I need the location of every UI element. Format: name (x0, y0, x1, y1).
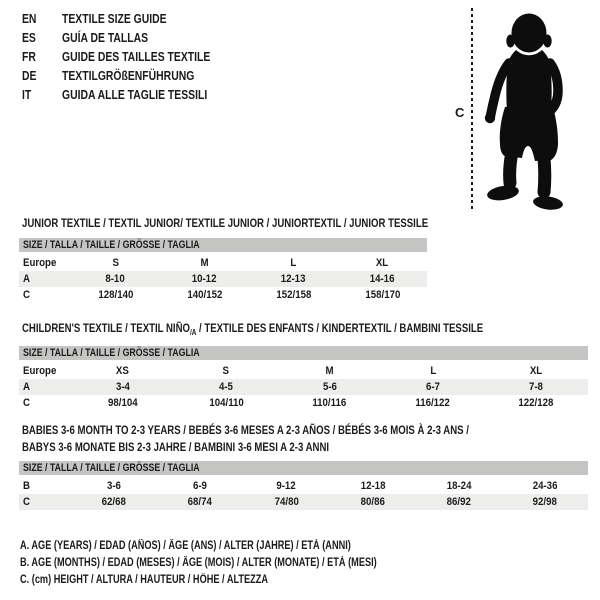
row-label: A (23, 273, 30, 285)
table-cell: L (429, 365, 436, 377)
table-cell: XL (530, 365, 543, 377)
size-header-bar: SIZE / TALLA / TAILLE / GRÖSSE / TAGLIA (19, 461, 588, 475)
table-cell: 74/80 (274, 496, 299, 508)
language-label: GUÍA DE TALLAS (62, 30, 149, 45)
row-label: C (23, 289, 30, 301)
table-cell: XL (376, 257, 389, 269)
table-cell: 86/92 (446, 496, 471, 508)
table-cell: 5-6 (322, 381, 337, 393)
language-label: GUIDE DES TAILLES TEXTILE (62, 49, 211, 64)
language-list (22, 9, 247, 104)
size-header-bar: SIZE / TALLA / TAILLE / GRÖSSE / TAGLIA (19, 346, 588, 360)
table-row (19, 363, 588, 379)
table-cell: 6-9 (193, 480, 208, 492)
babies-table (19, 461, 588, 510)
table-cell: 8-10 (105, 273, 126, 285)
table-cell: 110/116 (312, 397, 347, 409)
table-cell: M (200, 257, 209, 269)
table-cell: 68/74 (188, 496, 213, 508)
language-label: TEXTILE SIZE GUIDE (62, 11, 167, 26)
table-cell: 152/158 (275, 289, 311, 301)
table-cell: 4-5 (219, 381, 234, 393)
table-cell: 9-12 (276, 480, 297, 492)
table-cell: 3-4 (115, 381, 130, 393)
row-label: A (23, 381, 30, 393)
height-measure-label: C (455, 105, 465, 120)
table-row (19, 494, 588, 510)
table-cell: M (325, 365, 334, 377)
table-cell: 140/152 (186, 289, 222, 301)
table-row (19, 379, 588, 395)
size-header-bar: SIZE / TALLA / TAILLE / GRÖSSE / TAGLIA (19, 238, 427, 252)
measurement-legend (20, 537, 466, 588)
legend-line-c: C. (cm) HEIGHT / ALTURA / HAUTEUR / HÖHE / ALTEZZA (20, 573, 269, 586)
language-row-es (22, 28, 247, 47)
language-label: TEXTILGRÖßENFÜHRUNG (62, 68, 195, 83)
table-cell: 10-12 (192, 273, 217, 285)
language-label: GUIDA ALLE TAGLIE TESSILI (62, 87, 208, 102)
language-row-de (22, 66, 247, 85)
language-row-it (22, 85, 247, 104)
babies-table-title: BABIES 3-6 MONTH TO 2-3 YEARS / BEBÉS 3-6 MESES A 2-3 AÑOS / BÉBÉS 3-6 MOIS À 2-3 ANS / BABYS 3-6 MONATE BIS 2-3 JAHRE / BAMBINI 3-6 MESI A 2-3 ANNI (22, 423, 469, 454)
table-cell: 104/110 (208, 397, 244, 409)
table-row (19, 287, 427, 303)
baby-silhouette-icon (478, 0, 600, 215)
table-cell: XS (116, 365, 130, 377)
table-cell: S (112, 257, 119, 269)
table-row (19, 478, 588, 494)
table-cell: L (290, 257, 297, 269)
table-cell: 116/122 (415, 397, 451, 409)
children-table (19, 346, 588, 411)
junior-table (19, 238, 427, 303)
table-cell: 6-7 (425, 381, 440, 393)
table-cell: 18-24 (446, 480, 472, 492)
table-cell: 12-13 (281, 273, 306, 285)
table-cell: 92/98 (532, 496, 558, 508)
table-row (19, 271, 427, 287)
language-code: ES (22, 30, 36, 45)
subscript: /A (189, 328, 197, 337)
table-cell: 14-16 (370, 273, 395, 285)
table-cell: 98/104 (107, 397, 138, 409)
junior-table-title: JUNIOR TEXTILE / TEXTIL JUNIOR/ TEXTILE JUNIOR / JUNIORTEXTIL / JUNIOR TESSILE (22, 216, 429, 230)
table-cell: 62/68 (101, 496, 127, 508)
language-code: DE (22, 68, 37, 83)
legend-line-a: A. AGE (YEARS) / EDAD (AÑOS) / ÂGE (ANS) / ALTER (JAHRE) / ETÀ (ANNI) (20, 539, 351, 552)
legend-line-b: B. AGE (MONTHS) / EDAD (MESES) / ÂGE (MOIS) / ALTER (MONATE) / ETÀ (MESI) (20, 556, 377, 569)
language-row-en (22, 9, 247, 28)
row-label: Europe (23, 257, 57, 269)
row-label: C (23, 496, 30, 508)
table-cell: 3-6 (107, 480, 122, 492)
language-code: FR (22, 49, 36, 64)
table-cell: 12-18 (360, 480, 385, 492)
table-row (19, 395, 588, 411)
row-label: B (23, 480, 30, 492)
children-table-title: CHILDREN'S TEXTILE / TEXTIL $NIÑO_{/A}$ / TEXTILE DES ENFANTS / KINDERTEXTIL / BAMBINI TESSILE (22, 321, 484, 337)
table-cell: 80/86 (360, 496, 385, 508)
height-measure-line (471, 8, 473, 212)
language-code: EN (22, 11, 37, 26)
table-cell: 128/140 (97, 289, 133, 301)
table-cell: S (222, 365, 230, 377)
table-cell: 158/170 (364, 289, 400, 301)
language-code: IT (22, 87, 32, 102)
language-row-fr (22, 47, 247, 66)
table-cell: 7-8 (529, 381, 544, 393)
table-cell: 24-36 (532, 480, 558, 492)
row-label: C (23, 397, 30, 409)
row-label: Europe (23, 365, 57, 377)
table-row (19, 255, 427, 271)
table-cell: 122/128 (518, 397, 554, 409)
